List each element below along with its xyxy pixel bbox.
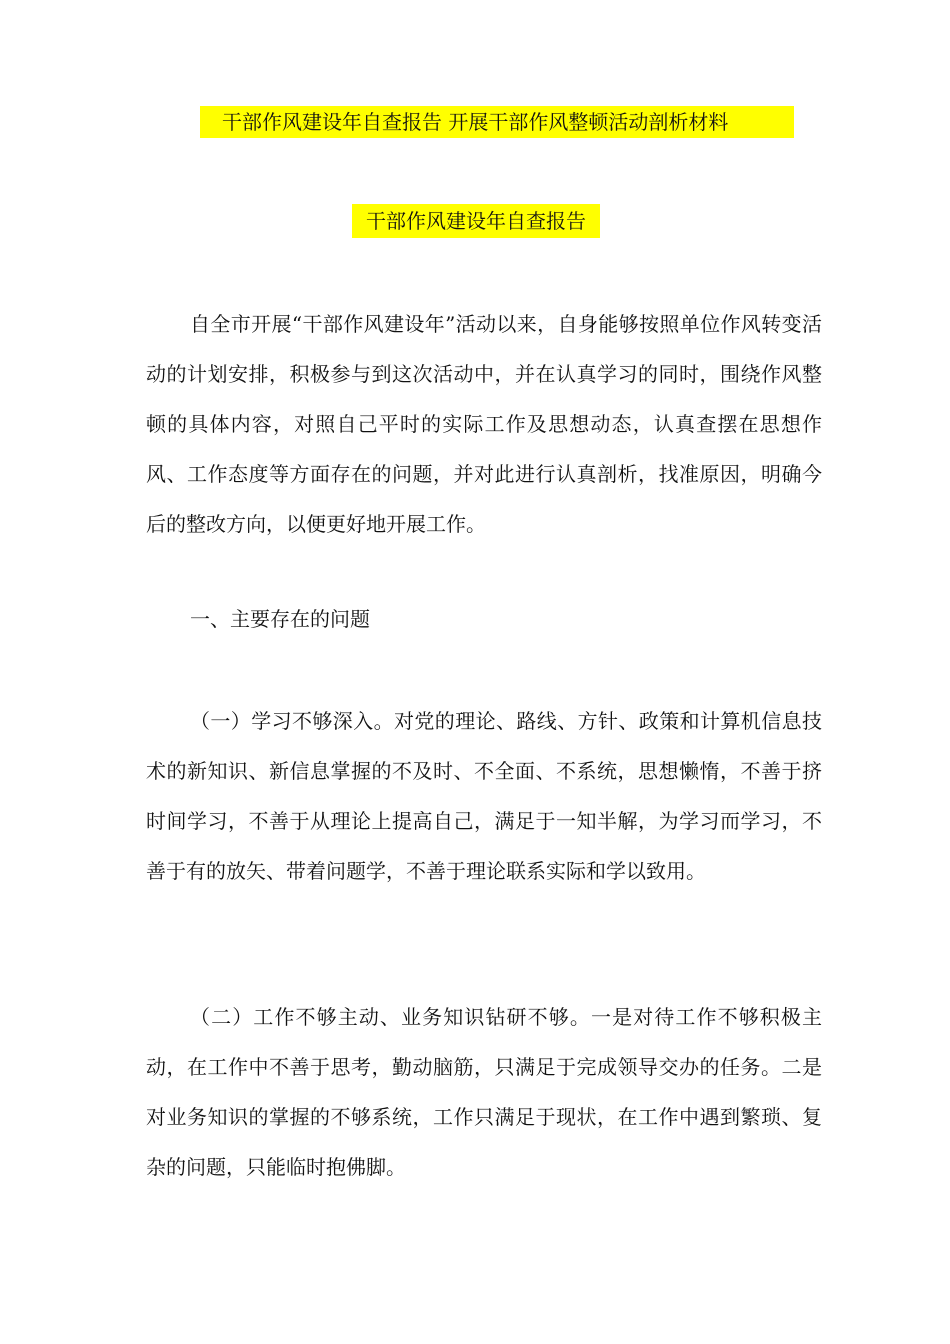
document-title: 干部作风建设年自查报告 开展干部作风整顿活动剖析材料 [200,106,794,138]
paragraph-item-2: （二）工作不够主动、业务知识钻研不够。一是对待工作不够积极主动，在工作中不善于思考，勤动脑筋，只满足于完成领导交办的任务。二是对业务知识的掌握的不够系统，工作只满足于现状，在工作中遇到繁琐、复杂的问题，只能临时抱佛脚。 [146,1005,822,1179]
paragraph-item-1: （一）学习不够深入。对党的理论、路线、方针、政策和计算机信息技术的新知识、新信息掌握的不及时、不全面、不系统，思想懒惰，不善于挤时间学习，不善于从理论上提高自己，满足于一知半解，为学习而学习，不善于有的放矢、带着问题学，不善于理论联系实际和学以致用。 [146,709,822,883]
section-heading: 一、主要存在的问题 [190,607,370,631]
document-subtitle: 干部作风建设年自查报告 [352,204,600,238]
paragraph-intro: 自全市开展“干部作风建设年”活动以来，自身能够按照单位作风转变活动的计划安排，积极参与到这次活动中，并在认真学习的同时，围绕作风整顿的具体内容，对照自己平时的实际工作及思想动态，认真查摆在思想作风、工作态度等方面存在的问题，并对此进行认真剖析，找准原因，明确今后的整改方向，以便更好地开展工作。 [146,312,822,536]
